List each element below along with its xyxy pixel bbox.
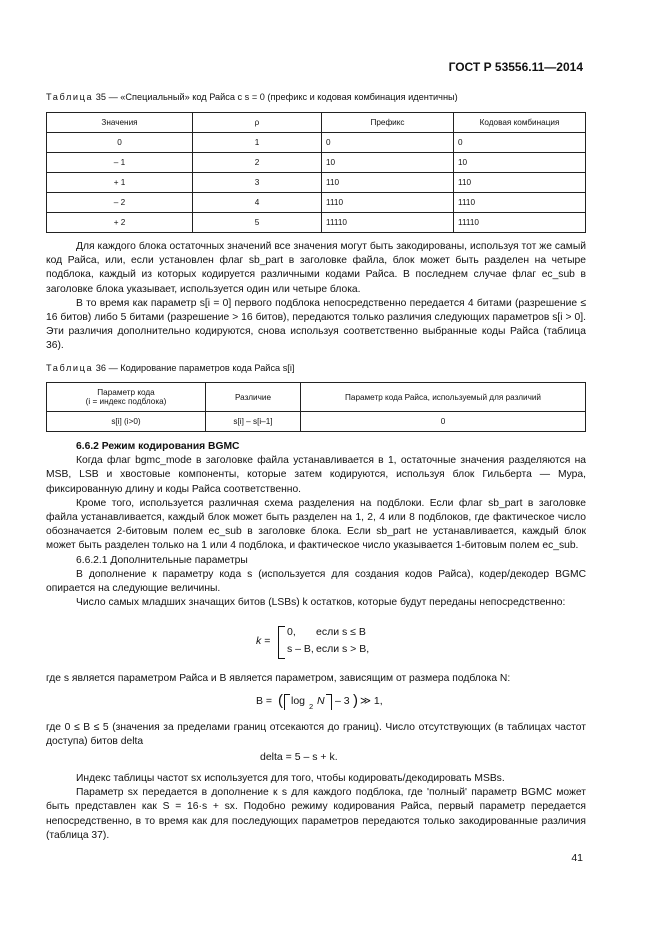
paren-symbol: ) bbox=[353, 692, 358, 709]
table-36-caption-text: 36 — Кодирование параметров кода Райса s[i] bbox=[95, 363, 295, 373]
table-cell: 1 bbox=[193, 133, 322, 153]
table-36-col-header: Различие bbox=[206, 383, 301, 412]
body-text-block-2 bbox=[46, 440, 586, 610]
paragraph: В то время как параметр s[i = 0] первого подблока непосредственно передается 4 битами (разрешение ≤ 16 битов) либо 5 битами (разрешение > 16 битов), передаются только различия следующих параметров s[i > 0]. Эти различия дополнительно кодируются, снова используя соответственно выбранные коды Райса (таблица 36). bbox=[46, 297, 586, 352]
table-cell: 4 bbox=[193, 193, 322, 213]
table-35-caption-text: 35 — «Специальный» код Райса с s = 0 (префикс и кодовая комбинация идентичны) bbox=[95, 92, 458, 102]
table-cell: + 2 bbox=[47, 213, 193, 233]
table-35-header-row bbox=[47, 113, 586, 133]
table-36-col-header bbox=[47, 383, 206, 412]
formula-b-log: log bbox=[291, 695, 306, 707]
formula-b-arg: N bbox=[317, 695, 325, 707]
table-cell: 1110 bbox=[454, 193, 586, 213]
ceil-bracket-symbol bbox=[284, 694, 290, 710]
formula-b bbox=[256, 693, 406, 713]
table-row bbox=[47, 412, 586, 432]
table-35-col-header: Значения bbox=[47, 113, 193, 133]
table-cell: 10 bbox=[454, 153, 586, 173]
section-heading: 6.6.2 Режим кодирования BGMC bbox=[76, 441, 240, 452]
paragraph: Параметр sx передается в дополнение к s для каждого подблока, где 'полный' параметр BGMC может быть представлен как S = 16·s + sx. Подобно режиму кодирования Райса, первый параметр передается непосредственно, в то время как для последующих параметров передаются только закодированные различия (таблица 37). bbox=[46, 787, 586, 841]
formula-k-case1-value: 0, bbox=[287, 626, 296, 638]
table-cell: – 2 bbox=[47, 193, 193, 213]
table-row bbox=[47, 193, 586, 213]
paragraph: Когда флаг bgmc_mode в заголовке файла устанавливается в 1, остаточные значения разделяются на MSB, LSB и хвостовые компоненты, которые затем кодируются, используя блок Гильберта — Мура, фиксированную длину и коды Райса соответственно. bbox=[46, 455, 586, 495]
table-cell: 0 bbox=[47, 133, 193, 153]
body-text-block-1 bbox=[46, 240, 586, 354]
table-35-caption bbox=[46, 92, 458, 102]
table-cell: 5 bbox=[193, 213, 322, 233]
formula-k-case1-cond: если s ≤ B bbox=[316, 626, 366, 638]
table-cell: s[i] – s[i–1] bbox=[206, 412, 301, 432]
paragraph: Для каждого блока остаточных значений все значения могут быть закодированы, используя тот же самый код Райса, или, если установлен флаг sb_part в заголовке файла, блок может быть разделен на четыре подблока, каждый из которых кодируется различными кодами Райса. В последнем случае флаг ec_sub в заголовке блока указывает, используется один или четыре блока. bbox=[46, 241, 586, 295]
table-cell: 11110 bbox=[454, 213, 586, 233]
page-number: 41 bbox=[571, 852, 583, 864]
body-text-block-5 bbox=[46, 772, 586, 843]
table-cell: 11110 bbox=[322, 213, 454, 233]
body-text-block-4 bbox=[46, 721, 586, 749]
subsection-heading: 6.6.2.1 Дополнительные параметры bbox=[76, 554, 248, 566]
formula-k-lhs: k = bbox=[256, 635, 271, 647]
table-row bbox=[47, 173, 586, 193]
table-cell: 110 bbox=[454, 173, 586, 193]
table-35-col-header: Префикс bbox=[322, 113, 454, 133]
bracket-symbol bbox=[278, 626, 285, 659]
table-cell: 0 bbox=[322, 133, 454, 153]
paren-symbol: ( bbox=[278, 692, 283, 709]
table-35-col-header: Кодовая комбинация bbox=[454, 113, 586, 133]
table-cell: + 1 bbox=[47, 173, 193, 193]
table-36-col1-line2: (i = индекс подблока) bbox=[85, 397, 167, 406]
paragraph: Индекс таблицы частот sx используется для того, чтобы кодировать/декодировать MSBs. bbox=[76, 773, 505, 784]
table-cell: 0 bbox=[301, 412, 586, 432]
formula-b-sub: 2 bbox=[309, 702, 314, 711]
table-36-col1-line1: Параметр кода bbox=[97, 388, 155, 397]
formula-b-rest: – 3 bbox=[335, 695, 350, 707]
table-cell: 1110 bbox=[322, 193, 454, 213]
formula-k bbox=[256, 626, 396, 660]
paragraph: Кроме того, используется различная схема разделения на подблоки. Если флаг sb_part в заголовке файла устанавливается, каждый блок может быть разделен на 1, 2, 4 или 8 подблоков, где фактическое число обозначается 2-битовым полем ec_sub в заголовке блока. Если sb_part не устанавливается, каждый блок может быть разделен только на 1 или 4 подблока, и фактическое число указывается 1-битовым полем ec_sub. bbox=[46, 497, 586, 552]
table-cell: 0 bbox=[454, 133, 586, 153]
table-36 bbox=[46, 382, 586, 432]
standard-number: ГОСТ Р 53556.11—2014 bbox=[448, 60, 583, 74]
table-cell: – 1 bbox=[47, 153, 193, 173]
formula-delta: delta = 5 – s + k. bbox=[260, 751, 338, 763]
body-text-block-3 bbox=[46, 672, 586, 686]
formula-b-tail: ≫ 1, bbox=[360, 695, 383, 707]
ceil-bracket-symbol bbox=[326, 694, 332, 710]
table-35-col-header: ρ bbox=[193, 113, 322, 133]
table-cell: 3 bbox=[193, 173, 322, 193]
table-cell: s[i] (i>0) bbox=[47, 412, 206, 432]
table-36-caption-prefix: Таблица bbox=[46, 363, 94, 373]
table-cell: 10 bbox=[322, 153, 454, 173]
table-36-caption bbox=[46, 363, 294, 373]
table-cell: 110 bbox=[322, 173, 454, 193]
formula-k-case2-cond: если s > B, bbox=[316, 643, 370, 655]
paragraph: В дополнение к параметру кода s (используется для создания кодов Райса), кодер/декодер BGMC опирается на следующие величины. bbox=[46, 568, 586, 595]
formula-b-lhs: B = bbox=[256, 695, 273, 707]
paragraph: где 0 ≤ B ≤ 5 (значения за пределами границ отсекаются до границ). Число отсутствующих (в таблицах частот доступа) битов delta bbox=[46, 722, 586, 748]
table-row bbox=[47, 153, 586, 173]
paragraph: Число самых младших значащих битов (LSBs) k остатков, которые будут переданы непосредственно: bbox=[76, 597, 566, 609]
paragraph: где s является параметром Райса и B является параметром, зависящим от размера подблока N: bbox=[46, 673, 511, 684]
table-35-caption-prefix: Таблица bbox=[46, 92, 94, 102]
table-36-header-row bbox=[47, 383, 586, 412]
table-35 bbox=[46, 112, 586, 233]
table-36-col-header: Параметр кода Райса, используемый для различий bbox=[301, 383, 586, 412]
table-cell: 2 bbox=[193, 153, 322, 173]
table-row bbox=[47, 213, 586, 233]
formula-k-case2-value: s – B, bbox=[287, 643, 314, 655]
table-row bbox=[47, 133, 586, 153]
